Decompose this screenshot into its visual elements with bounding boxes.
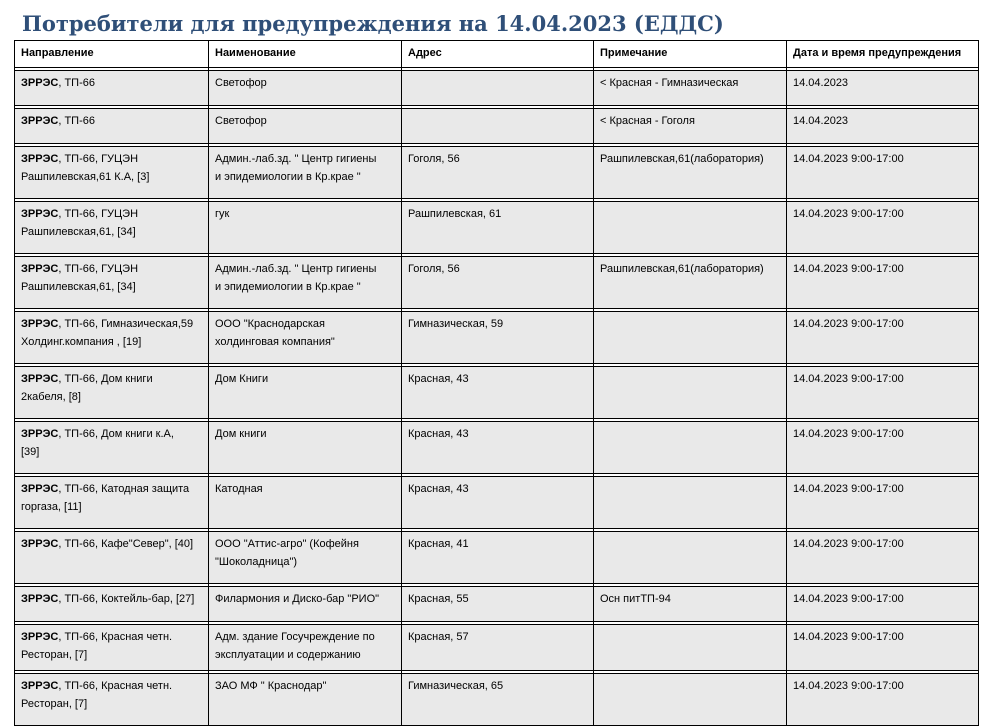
table-row xyxy=(15,257,979,309)
cell-name: Светофор xyxy=(209,71,402,106)
direction-details: , ТП-66, ГУЦЭН Рашпилевская,61 К.А, [3] xyxy=(21,153,150,183)
direction-substation: ЗРРЭС xyxy=(21,373,59,385)
cell-datetime: 14.04.2023 9:00-17:00 xyxy=(787,422,979,474)
cell-datetime: 14.04.2023 9:00-17:00 xyxy=(787,367,979,419)
cell-note xyxy=(594,367,787,419)
direction-details: , ТП-66, ГУЦЭН Рашпилевская,61, [34] xyxy=(21,263,139,293)
consumers-table xyxy=(14,40,979,726)
cell-name: Дом Книги xyxy=(209,367,402,419)
direction-details: , ТП-66, Коктейль-бар, [27] xyxy=(58,593,195,605)
table-row xyxy=(15,367,979,419)
direction-substation: ЗРРЭС xyxy=(21,538,59,550)
cell-name: гук xyxy=(209,202,402,254)
table-row xyxy=(15,71,979,106)
cell-note: < Красная - Гоголя xyxy=(594,109,787,144)
cell-datetime: 14.04.2023 9:00-17:00 xyxy=(787,202,979,254)
consumers-table-container xyxy=(14,40,978,726)
direction-substation: ЗРРЭС xyxy=(21,428,59,440)
cell-note: Осн питТП-94 xyxy=(594,587,787,622)
cell-direction xyxy=(15,625,209,671)
cell-direction xyxy=(15,477,209,529)
cell-note: Рашпилевская,61(лаборатория) xyxy=(594,147,787,199)
cell-note xyxy=(594,477,787,529)
cell-address: Красная, 55 xyxy=(402,587,594,622)
direction-details: , ТП-66, Красная четн. Ресторан, [7] xyxy=(21,680,173,710)
cell-name: Дом книги xyxy=(209,422,402,474)
cell-direction xyxy=(15,202,209,254)
cell-address: Красная, 57 xyxy=(402,625,594,671)
cell-address: Гимназическая, 59 xyxy=(402,312,594,364)
cell-name: ЗАО МФ " Краснодар" xyxy=(209,674,402,726)
cell-address: Гоголя, 56 xyxy=(402,257,594,309)
direction-substation: ЗРРЭС xyxy=(21,153,59,165)
cell-address: Красная, 41 xyxy=(402,532,594,584)
cell-name: ООО "Аттис-агро" (Кофейня "Шоколадница") xyxy=(209,532,402,584)
cell-datetime: 14.04.2023 9:00-17:00 xyxy=(787,625,979,671)
cell-note xyxy=(594,312,787,364)
cell-direction xyxy=(15,587,209,622)
cell-direction xyxy=(15,147,209,199)
cell-direction xyxy=(15,257,209,309)
direction-details: , ТП-66 xyxy=(58,77,95,89)
table-row xyxy=(15,625,979,671)
table-row xyxy=(15,674,979,726)
direction-substation: ЗРРЭС xyxy=(21,77,59,89)
cell-name: Админ.-лаб.зд. " Центр гигиены и эпидемиологии в Кр.крае " xyxy=(209,257,402,309)
cell-address xyxy=(402,71,594,106)
table-row xyxy=(15,532,979,584)
direction-substation: ЗРРЭС xyxy=(21,318,59,330)
column-header-address: Адрес xyxy=(402,41,594,68)
table-body xyxy=(15,68,979,726)
direction-details: , ТП-66, Кафе"Север", [40] xyxy=(58,538,194,550)
column-header-note: Примечание xyxy=(594,41,787,68)
cell-address xyxy=(402,109,594,144)
cell-note xyxy=(594,422,787,474)
cell-direction xyxy=(15,674,209,726)
direction-details: , ТП-66, Красная четн. Ресторан, [7] xyxy=(21,631,173,661)
cell-datetime: 14.04.2023 9:00-17:00 xyxy=(787,147,979,199)
cell-direction xyxy=(15,422,209,474)
column-header-name: Наименование xyxy=(209,41,402,68)
direction-substation: ЗРРЭС xyxy=(21,593,59,605)
direction-substation: ЗРРЭС xyxy=(21,483,59,495)
cell-address: Красная, 43 xyxy=(402,367,594,419)
cell-address: Рашпилевская, 61 xyxy=(402,202,594,254)
table-row xyxy=(15,422,979,474)
table-row xyxy=(15,202,979,254)
cell-note xyxy=(594,202,787,254)
cell-note xyxy=(594,532,787,584)
cell-address: Гоголя, 56 xyxy=(402,147,594,199)
cell-datetime: 14.04.2023 9:00-17:00 xyxy=(787,532,979,584)
direction-substation: ЗРРЭС xyxy=(21,680,59,692)
direction-details: , ТП-66, Гимназическая,59 Холдинг.компания , [19] xyxy=(21,318,194,348)
direction-substation: ЗРРЭС xyxy=(21,115,59,127)
table-row xyxy=(15,477,979,529)
cell-name: Катодная xyxy=(209,477,402,529)
header-row xyxy=(15,41,979,68)
cell-datetime: 14.04.2023 9:00-17:00 xyxy=(787,587,979,622)
cell-datetime: 14.04.2023 xyxy=(787,71,979,106)
cell-address: Красная, 43 xyxy=(402,422,594,474)
cell-datetime: 14.04.2023 9:00-17:00 xyxy=(787,674,979,726)
direction-substation: ЗРРЭС xyxy=(21,263,59,275)
cell-name: Филармония и Диско-бар "РИО" xyxy=(209,587,402,622)
cell-datetime: 14.04.2023 xyxy=(787,109,979,144)
cell-name: Светофор xyxy=(209,109,402,144)
direction-details: , ТП-66, Катодная защита горгаза, [11] xyxy=(21,483,190,513)
table-row xyxy=(15,109,979,144)
direction-substation: ЗРРЭС xyxy=(21,208,59,220)
direction-details: , ТП-66, Дом книги к.А, [39] xyxy=(21,428,174,458)
cell-direction xyxy=(15,367,209,419)
page-title: Потребители для предупреждения на 14.04.2023 (ЕДДС) xyxy=(22,11,724,36)
cell-name: Адм. здание Госучреждение по эксплуатации и содержанию xyxy=(209,625,402,671)
cell-direction xyxy=(15,532,209,584)
cell-note xyxy=(594,674,787,726)
direction-details: , ТП-66, Дом книги 2кабеля, [8] xyxy=(21,373,153,403)
direction-details: , ТП-66, ГУЦЭН Рашпилевская,61, [34] xyxy=(21,208,139,238)
cell-note: < Красная - Гимназическая xyxy=(594,71,787,106)
direction-substation: ЗРРЭС xyxy=(21,631,59,643)
cell-address: Гимназическая, 65 xyxy=(402,674,594,726)
cell-note: Рашпилевская,61(лаборатория) xyxy=(594,257,787,309)
cell-direction xyxy=(15,109,209,144)
cell-datetime: 14.04.2023 9:00-17:00 xyxy=(787,477,979,529)
column-header-datetime: Дата и время предупреждения xyxy=(787,41,979,68)
table-row xyxy=(15,312,979,364)
cell-datetime: 14.04.2023 9:00-17:00 xyxy=(787,312,979,364)
cell-direction xyxy=(15,312,209,364)
cell-note xyxy=(594,625,787,671)
cell-name: Админ.-лаб.зд. " Центр гигиены и эпидемиологии в Кр.крае " xyxy=(209,147,402,199)
table-row xyxy=(15,587,979,622)
cell-direction xyxy=(15,71,209,106)
cell-address: Красная, 43 xyxy=(402,477,594,529)
cell-name: ООО "Краснодарская холдинговая компания" xyxy=(209,312,402,364)
table-header xyxy=(15,41,979,68)
direction-details: , ТП-66 xyxy=(58,115,95,127)
cell-datetime: 14.04.2023 9:00-17:00 xyxy=(787,257,979,309)
table-row xyxy=(15,147,979,199)
column-header-direction: Направление xyxy=(15,41,209,68)
